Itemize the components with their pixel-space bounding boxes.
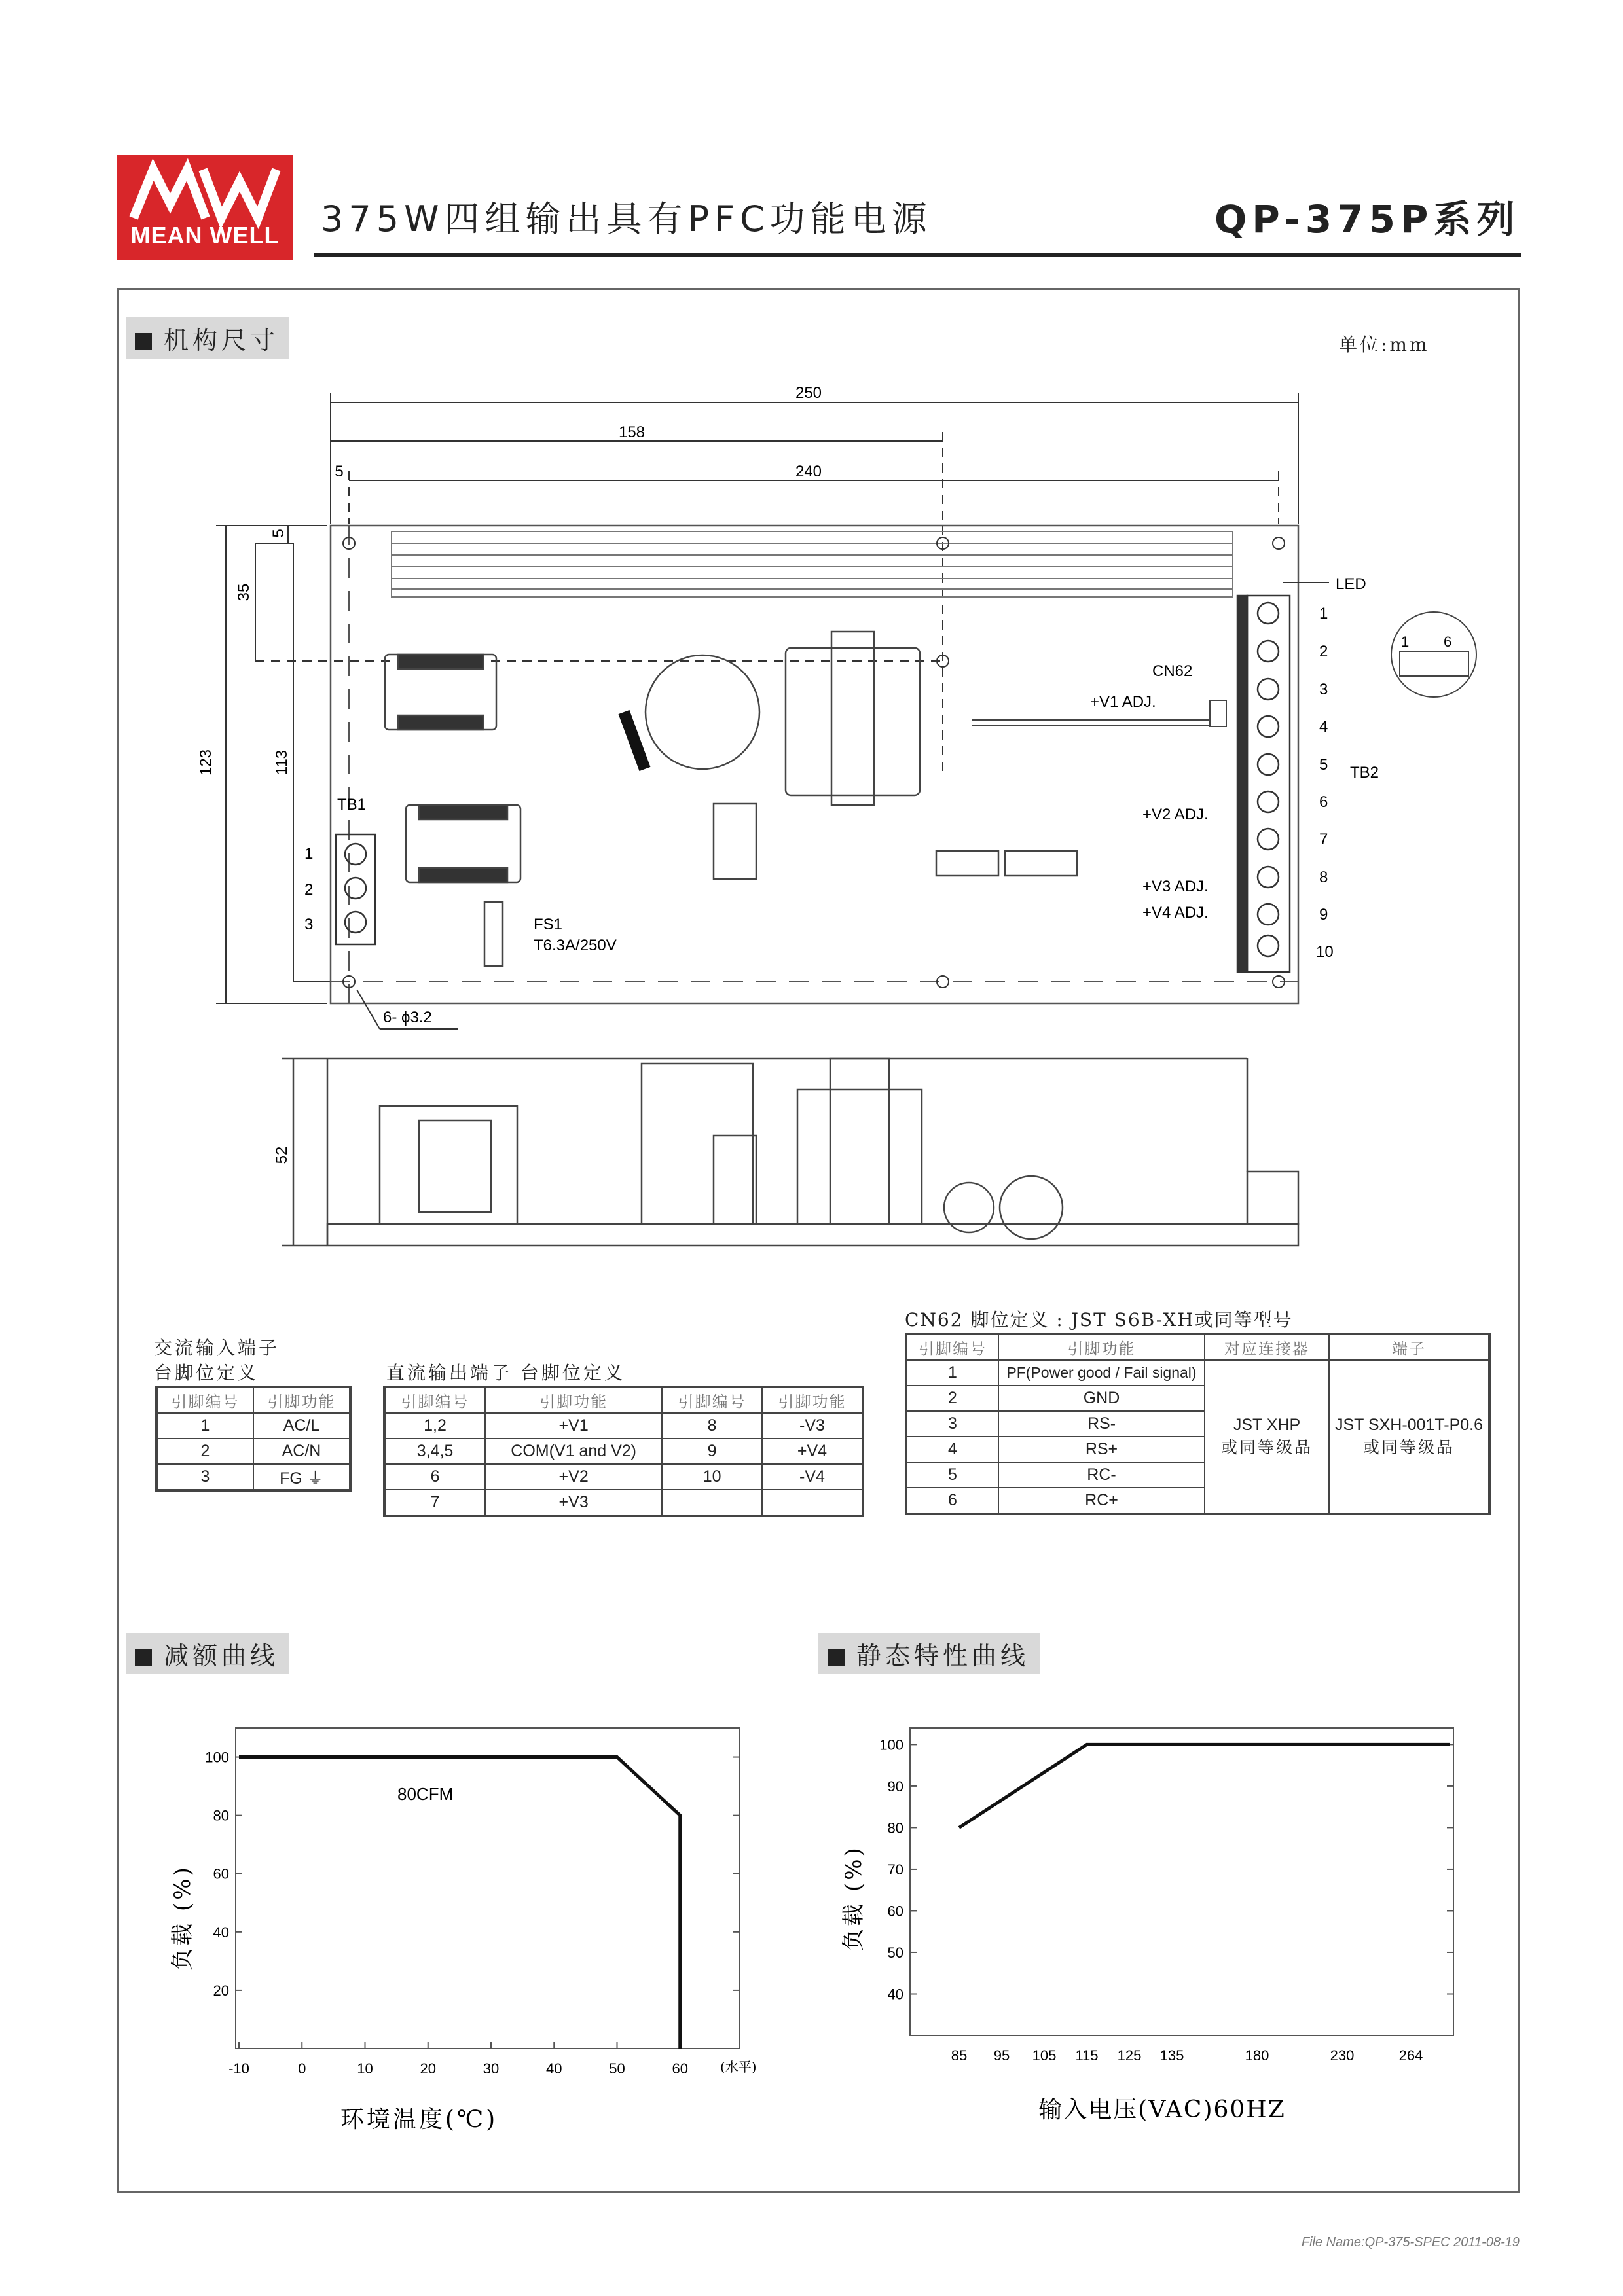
dc-pin-table: 引脚编号 引脚功能 引脚编号 引脚功能 1,2 +V1 8 -V3 3,4,5 COM(V1 and V2) 9 +V4 6 +V2 10 -V4 7 +V3	[383, 1386, 864, 1517]
model-series: QP-375P系列	[1214, 197, 1520, 242]
tb2-block	[1237, 596, 1290, 972]
dim-35: 35	[235, 583, 253, 601]
bullet-square-icon	[135, 1649, 152, 1666]
table-row: 3 RS-	[906, 1411, 1489, 1437]
y-tick-label: 80	[213, 1807, 229, 1824]
tb1-pin: 1	[304, 845, 314, 863]
static-series-line	[959, 1744, 1450, 1827]
table-row: 2 AC/N	[156, 1439, 350, 1464]
horizontal-note: (水平)	[720, 2059, 757, 2075]
tb2-pin: 9	[1319, 906, 1328, 924]
x-tick-label: 10	[357, 2060, 373, 2077]
table-row: 6 RC+	[906, 1488, 1489, 1514]
tb2-pin: 6	[1319, 793, 1328, 811]
static-characteristic-chart	[818, 1695, 1506, 2127]
annotation-80cfm: 80CFM	[397, 1784, 454, 1804]
y-tick-label: 80	[887, 1820, 903, 1837]
x-tick-label: 264	[1398, 2047, 1423, 2064]
x-tick-label: -10	[228, 2060, 249, 2077]
x-tick-label: 85	[951, 2047, 968, 2064]
y-tick-label: 40	[887, 1986, 903, 2003]
dim-158: 158	[618, 423, 646, 441]
label-cn62: CN62	[1152, 662, 1193, 680]
cn62-pin-table: 引脚编号 引脚功能 对应连接器 端子 1 PF(Power good / Fail signal) JST XHP 或同等级品 JST SXH-001T-P0.6 或同等级品 2 GND 3 RS- 4 RS+ 5 RC- 6 RC+	[905, 1333, 1491, 1515]
table-row: 7 +V3	[384, 1490, 863, 1516]
ac-header: 引脚功能	[253, 1387, 350, 1413]
section-derating: 减额曲线	[126, 1633, 289, 1674]
tb2-pin: 2	[1319, 643, 1328, 660]
ac-header: 引脚编号	[156, 1387, 253, 1413]
page-title: 375W四组输出具有PFC功能电源	[321, 198, 932, 240]
y-tick-label: 100	[879, 1736, 903, 1753]
section-mechanical: 机构尺寸	[126, 317, 289, 359]
terminal-line-2: 或同等级品	[1362, 1437, 1455, 1457]
x-tick-label: 180	[1245, 2047, 1269, 2064]
ac-table-title-1: 交流输入端子	[154, 1337, 280, 1359]
label-v1-adj: +V1 ADJ.	[1090, 693, 1156, 711]
label-fs1: FS1	[534, 916, 563, 933]
x-tick-label: 105	[1032, 2047, 1057, 2064]
heatsink	[392, 531, 1233, 597]
table-row: 1,2 +V1 8 -V3	[384, 1413, 863, 1439]
ac-pin-table	[155, 1386, 352, 1492]
x-tick-label: 50	[609, 2060, 625, 2077]
tb1-pin: 2	[304, 881, 314, 899]
derating-chart	[151, 1708, 779, 2140]
label-fuse-rating: T6.3A/250V	[534, 937, 617, 954]
y-tick-label: 60	[213, 1865, 229, 1882]
table-row: 3,4,5 COM(V1 and V2) 9 +V4	[384, 1439, 863, 1464]
dim-250: 250	[795, 384, 822, 402]
static-xlabel: 输入电压(VAC)60HZ	[1038, 2096, 1286, 2123]
tb2-pin: 4	[1319, 718, 1328, 736]
label-conn-6: 6	[1444, 634, 1452, 650]
table-row: 3 FG ⏚	[156, 1464, 350, 1490]
capacitor-marker	[624, 712, 645, 769]
terminal-line-1: JST SXH-001T-P0.6	[1334, 1415, 1484, 1434]
dim-5-left: 5	[270, 529, 287, 538]
file-name-footer: File Name:QP-375-SPEC 2011-08-19	[1301, 2235, 1520, 2250]
x-tick-label: 95	[993, 2047, 1010, 2064]
derating-ylabel: 负载 (%)	[170, 1865, 196, 1971]
tb2-pin: 7	[1319, 831, 1328, 848]
plot-frame	[236, 1728, 740, 2049]
plot-frame	[910, 1728, 1453, 2036]
y-tick-label: 100	[205, 1749, 229, 1766]
x-tick-label: 125	[1117, 2047, 1142, 2064]
tb2-pin: 3	[1319, 681, 1328, 698]
label-v2-adj: +V2 ADJ.	[1142, 806, 1209, 823]
label-tb2: TB2	[1350, 764, 1379, 781]
table-row: 6 +V2 10 -V4	[384, 1464, 863, 1490]
logo-text: MEAN WELL	[130, 222, 280, 249]
table-row: 5 RC-	[906, 1462, 1489, 1488]
cn62-table-title: CN62 脚位定义 : JST S6B-XH或同等型号	[905, 1309, 1293, 1331]
y-tick-label: 50	[887, 1944, 903, 1961]
tb1-pin: 3	[304, 916, 314, 933]
tb2-pin: 1	[1319, 605, 1328, 622]
side-view	[282, 1058, 1298, 1246]
dc-table-title: 直流输出端子 台脚位定义	[386, 1362, 625, 1384]
unit-label: 单位:mm	[1339, 334, 1430, 355]
y-tick-label: 90	[887, 1778, 903, 1795]
label-tb1: TB1	[337, 796, 367, 814]
y-tick-label: 60	[887, 1903, 903, 1920]
tb2-pin: 8	[1319, 869, 1328, 886]
label-led: LED	[1336, 575, 1366, 593]
x-tick-label: 40	[546, 2060, 562, 2077]
tb2-pin: 5	[1319, 756, 1328, 774]
static-ylabel: 负载 (%)	[841, 1845, 867, 1951]
bullet-square-icon	[828, 1649, 845, 1666]
dim-52: 52	[273, 1146, 291, 1164]
x-tick-label: 60	[672, 2060, 688, 2077]
label-v3-adj: +V3 ADJ.	[1142, 878, 1209, 895]
dim-240: 240	[795, 463, 822, 480]
label-v4-adj: +V4 ADJ.	[1142, 904, 1209, 922]
x-tick-label: 20	[420, 2060, 436, 2077]
y-tick-label: 40	[213, 1924, 229, 1941]
mating-line-2: 或同等级品	[1220, 1437, 1313, 1457]
dim-113: 113	[273, 749, 291, 776]
table-row: 1 AC/L	[156, 1413, 350, 1439]
table-row: 4 RS+	[906, 1437, 1489, 1462]
y-tick-label: 70	[887, 1861, 903, 1878]
tb2-pin: 10	[1316, 943, 1334, 961]
derating-xlabel: 环境温度(℃)	[340, 2106, 498, 2133]
x-tick-label: 115	[1075, 2047, 1099, 2064]
x-tick-label: 0	[298, 2060, 306, 2077]
mating-line-1: JST XHP	[1233, 1415, 1301, 1434]
section-static: 静态特性曲线	[818, 1633, 1040, 1674]
dim-123: 123	[197, 749, 215, 776]
dim-5-top: 5	[335, 463, 344, 480]
tb1-block	[336, 834, 375, 944]
label-holes: 6- ϕ3.2	[383, 1009, 432, 1026]
x-tick-label: 30	[483, 2060, 500, 2077]
table-row: 1 PF(Power good / Fail signal) JST XHP 或同等级品 JST SXH-001T-P0.6 或同等级品	[906, 1360, 1489, 1386]
ac-table-title-2: 台脚位定义	[154, 1362, 259, 1384]
label-conn-1: 1	[1401, 634, 1410, 650]
y-tick-label: 20	[213, 1982, 229, 1999]
derating-series-line	[239, 1757, 680, 2049]
x-tick-label: 135	[1159, 2047, 1184, 2064]
table-row: 2 GND	[906, 1386, 1489, 1411]
x-tick-label: 230	[1330, 2047, 1355, 2064]
